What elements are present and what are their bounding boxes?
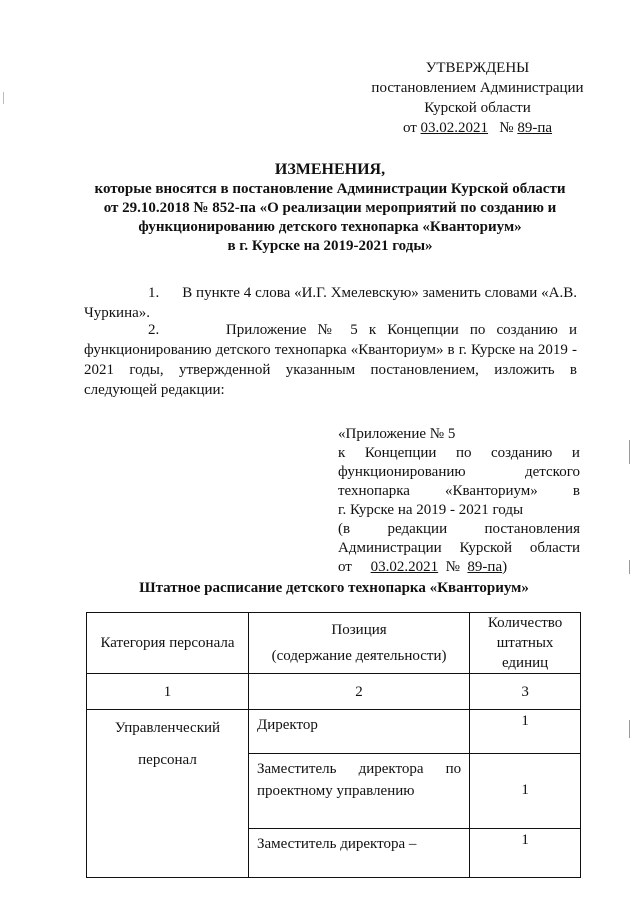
appendix-word: Курской — [459, 540, 513, 556]
position-word: Заместитель — [256, 761, 337, 777]
heading-line: от 29.10.2018 № 852-па «О реализации мероприятий по созданию и — [103, 200, 557, 216]
position-line — [257, 758, 461, 780]
appendix-word: Концепции — [364, 445, 437, 461]
appendix-line: г. Курске на 2019 - 2021 годы — [338, 502, 524, 518]
header-position-line: (содержание деятельности) — [271, 648, 447, 664]
position-cell — [248, 754, 469, 829]
paragraph-text: Приложение № 5 к Концепции по созданию и функционированию детского технопарка «Кванториум» в г. Курске на 2019 - 2021 годы, утвержденной указанным постановлением, изложить в следующей редакции: — [84, 322, 578, 398]
paragraph-number: 1. — [148, 285, 160, 301]
header-count-line: единиц — [501, 655, 549, 671]
appendix-word: по — [455, 445, 472, 461]
appendix-number-prefix: № — [445, 559, 460, 575]
appendix-caption — [338, 425, 580, 577]
approval-date: 03.02.2021 — [420, 120, 489, 136]
position-cell: Заместитель директора – — [248, 829, 469, 878]
scan-edge-mark — [629, 720, 630, 738]
approval-line: постановлением Администрации — [371, 80, 584, 96]
appendix-line — [338, 482, 580, 501]
approval-number: 89-па — [517, 120, 553, 136]
appendix-date: 03.02.2021 — [370, 559, 439, 575]
appendix-word: к — [338, 445, 346, 461]
paragraph-text: В пункте 4 слова «И.Г. Хмелевскую» заменить словами «А.В. Чуркина». — [84, 285, 577, 321]
appendix-word: Администрации — [338, 540, 442, 556]
heading-title: ИЗМЕНЕНИЯ, — [274, 161, 386, 178]
column-number: 1 — [87, 674, 249, 710]
count-cell: 1 — [470, 829, 581, 878]
approval-date-prefix: от — [402, 120, 417, 136]
appendix-line — [338, 463, 580, 482]
appendix-word: функционированию — [338, 464, 466, 480]
table-row — [87, 710, 581, 754]
approval-block — [365, 58, 590, 138]
column-number: 2 — [248, 674, 469, 710]
position-word: по — [445, 761, 462, 777]
count-cell: 1 — [470, 710, 581, 754]
table-header-row — [87, 613, 581, 674]
appendix-word: в — [572, 483, 580, 499]
position-line: проектному управлению — [256, 783, 415, 799]
scan-margin-mark — [3, 92, 4, 104]
column-number-row — [87, 674, 581, 710]
header-count — [470, 613, 581, 674]
category-line: персонал — [138, 752, 197, 768]
document-heading — [80, 160, 580, 256]
approval-date-line — [365, 118, 590, 138]
appendix-line — [338, 444, 580, 463]
header-position — [248, 613, 469, 674]
header-category: Категория персонала — [87, 613, 249, 674]
appendix-word: детского — [525, 464, 580, 480]
scan-edge-mark — [629, 440, 630, 464]
header-count-line: штатных — [496, 635, 554, 651]
heading-line: которые вносятся в постановление Администрации Курской области — [94, 181, 566, 197]
column-number: 3 — [470, 674, 581, 710]
category-cell — [87, 710, 249, 878]
appendix-word: (в — [338, 521, 351, 537]
approval-number-prefix: № — [499, 120, 514, 136]
appendix-word: и — [571, 445, 580, 461]
appendix-word: технопарка — [338, 483, 410, 499]
appendix-date-prefix: от — [338, 559, 352, 575]
appendix-number: 89-па — [467, 559, 503, 575]
appendix-line — [338, 520, 580, 539]
table-title: Штатное расписание детского технопарка «Кванториум» — [139, 580, 529, 596]
category-line: Управленческий — [114, 720, 221, 736]
paragraph-1 — [84, 283, 577, 323]
appendix-line: «Приложение № 5 — [338, 426, 456, 442]
appendix-word: области — [529, 540, 580, 556]
appendix-word: «Кванториум» — [445, 483, 538, 499]
header-position-line: Позиция — [331, 622, 387, 638]
scan-edge-mark — [629, 560, 630, 574]
appendix-line — [338, 539, 580, 558]
appendix-word: созданию — [491, 445, 553, 461]
paragraph-2 — [84, 320, 577, 400]
appendix-date-line — [338, 558, 580, 577]
heading-line: в г. Курске на 2019-2021 годы» — [227, 238, 433, 254]
count-cell: 1 — [470, 754, 581, 829]
header-count-line: Количество — [487, 615, 563, 631]
appendix-close-paren: ) — [502, 559, 508, 575]
appendix-word: постановления — [484, 521, 580, 537]
approval-line: Курской области — [424, 100, 531, 116]
appendix-word: редакции — [387, 521, 448, 537]
heading-line: функционированию детского технопарка «Кванториум» — [138, 219, 522, 235]
position-cell: Директор — [248, 710, 469, 754]
approval-line: УТВЕРЖДЕНЫ — [425, 60, 530, 76]
position-word: директора — [358, 761, 424, 777]
staff-table — [86, 612, 581, 878]
paragraph-number: 2. — [148, 322, 160, 338]
